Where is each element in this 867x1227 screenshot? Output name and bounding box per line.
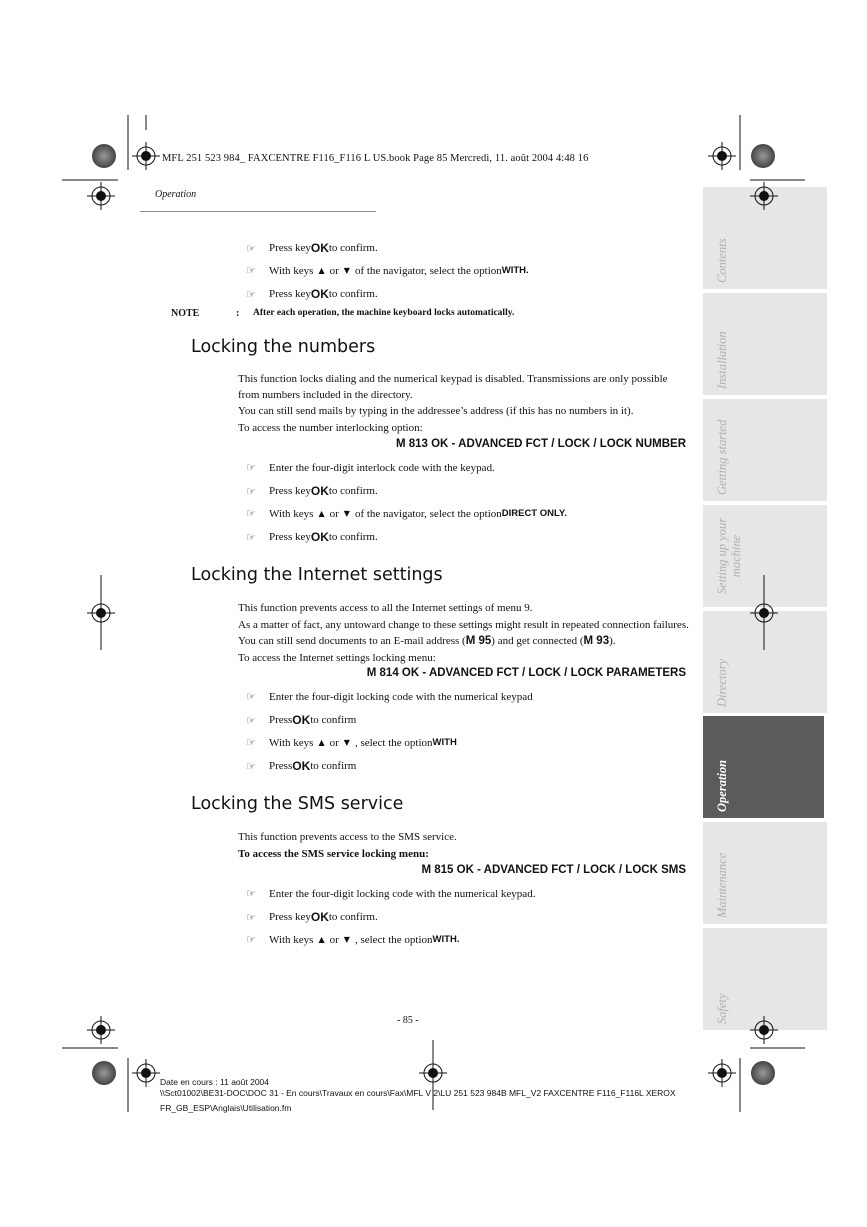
step-item: ☞ Enter the four-digit locking code with the numerical keypad. [246,887,536,900]
tab-contents[interactable]: Contents [703,187,827,289]
step-item: ☞ With keys ▲ or ▼ , select the option WITH. [246,933,460,946]
footer-path: \\Sct01002\BE31-DOC\DOC 31 - En cours\Travaux en cours\Fax\MFL V 2\LU 251 523 984B MFL_V2 FAXCENTRE F116_F116L XEROX [160,1088,676,1098]
tab-safety[interactable]: Safety [703,928,827,1030]
section-title-sms: Locking the SMS service [191,794,404,814]
step-item: ☞ Press OK to confirm [246,713,357,727]
hand-pointer-icon: ☞ [246,933,256,946]
footer-file: FR_GB_ESP\Anglais\Utilisation.fm [160,1103,292,1113]
step-item: ☞ Press key OK to confirm. [246,530,378,544]
step-item: ☞ Enter the four-digit interlock code with the keypad. [246,461,495,474]
hand-pointer-icon: ☞ [246,484,256,498]
step-item: ☞ Press OK to confirm [246,759,357,773]
paragraph: To access the Internet settings locking menu: [238,652,436,664]
step-item: ☞ With keys ▲ or ▼ , select the option WITH [246,736,457,749]
note-text: After each operation, the machine keyboard locks automatically. [253,308,515,318]
down-arrow-icon: ▼ [343,266,350,275]
step-item: ☞ With keys ▲ or ▼ of the navigator, select the option WITH. [246,264,529,277]
paragraph: This function prevents access to the SMS service. [238,831,457,843]
menu-path: M 813 OK - ADVANCED FCT / LOCK / LOCK NUMBER [395,438,686,450]
section-title-internet: Locking the Internet settings [191,565,443,585]
step-item: ☞ Press key OK to confirm. [246,241,378,255]
page-number: - 85 - [397,1015,419,1026]
paragraph: This function prevents access to all the Internet settings of menu 9. [238,602,533,614]
hand-pointer-icon: ☞ [246,713,256,727]
step-item: ☞ Press key OK to confirm. [246,484,378,498]
menu-path: M 814 OK - ADVANCED FCT / LOCK / LOCK PARAMETERS [366,667,686,679]
hand-pointer-icon: ☞ [246,887,256,900]
up-arrow-icon: ▲ [318,935,325,944]
up-arrow-icon: ▲ [318,266,325,275]
step-item: ☞ Press key OK to confirm. [246,287,378,301]
hand-pointer-icon: ☞ [246,690,256,703]
tab-installation[interactable]: Installation [703,293,827,395]
hand-pointer-icon: ☞ [246,736,256,749]
tab-operation[interactable]: Operation [703,716,824,818]
hand-pointer-icon: ☞ [246,759,256,773]
down-arrow-icon: ▼ [343,935,350,944]
up-arrow-icon: ▲ [318,738,325,747]
tab-directory[interactable]: Directory [703,611,827,713]
paragraph: To access the SMS service locking menu: [238,848,429,860]
note-colon: : [236,308,240,319]
hand-pointer-icon: ☞ [246,264,256,277]
menu-path: M 815 OK - ADVANCED FCT / LOCK / LOCK SMS [421,864,686,876]
book-header: MFL 251 523 984_ FAXCENTRE F116_F116 L US.book Page 85 Mercredi, 11. août 2004 4:48 16 [162,153,589,164]
down-arrow-icon: ▼ [343,738,350,747]
paragraph: You can still send mails by typing in the addressee’s address (if this has no numbers in it). [238,405,634,417]
tab-getting-started[interactable]: Getting started [703,399,827,501]
hand-pointer-icon: ☞ [246,461,256,474]
running-title: Operation [155,189,197,200]
footer-date: Date en cours : 11 août 2004 [160,1077,270,1087]
hand-pointer-icon: ☞ [246,507,256,520]
down-arrow-icon: ▼ [343,509,350,518]
paragraph: To access the number interlocking option: [238,422,423,434]
hand-pointer-icon: ☞ [246,910,256,924]
hand-pointer-icon: ☞ [246,241,256,255]
step-item: ☞ Enter the four-digit locking code with the numerical keypad [246,690,533,703]
section-title-numbers: Locking the numbers [191,337,376,357]
hand-pointer-icon: ☞ [246,530,256,544]
up-arrow-icon: ▲ [318,509,325,518]
tab-setting-up[interactable]: Setting up your machine [703,505,827,607]
note-label: NOTE [171,308,200,319]
step-item: ☞ With keys ▲ or ▼ of the navigator, select the option DIRECT ONLY. [246,507,567,520]
paragraph: This function locks dialing and the numerical keypad is disabled. Transmissions are only possible from numbers included in the directory. [238,373,668,401]
step-item: ☞ Press key OK to confirm. [246,910,378,924]
paragraph: As a matter of fact, any untoward change to these settings might result in repeated connection failures. You can still send documents to an E-mail address (M 95) and get connected (M 93). [238,619,689,647]
hand-pointer-icon: ☞ [246,287,256,301]
tab-maintenance[interactable]: Maintenance [703,822,827,924]
